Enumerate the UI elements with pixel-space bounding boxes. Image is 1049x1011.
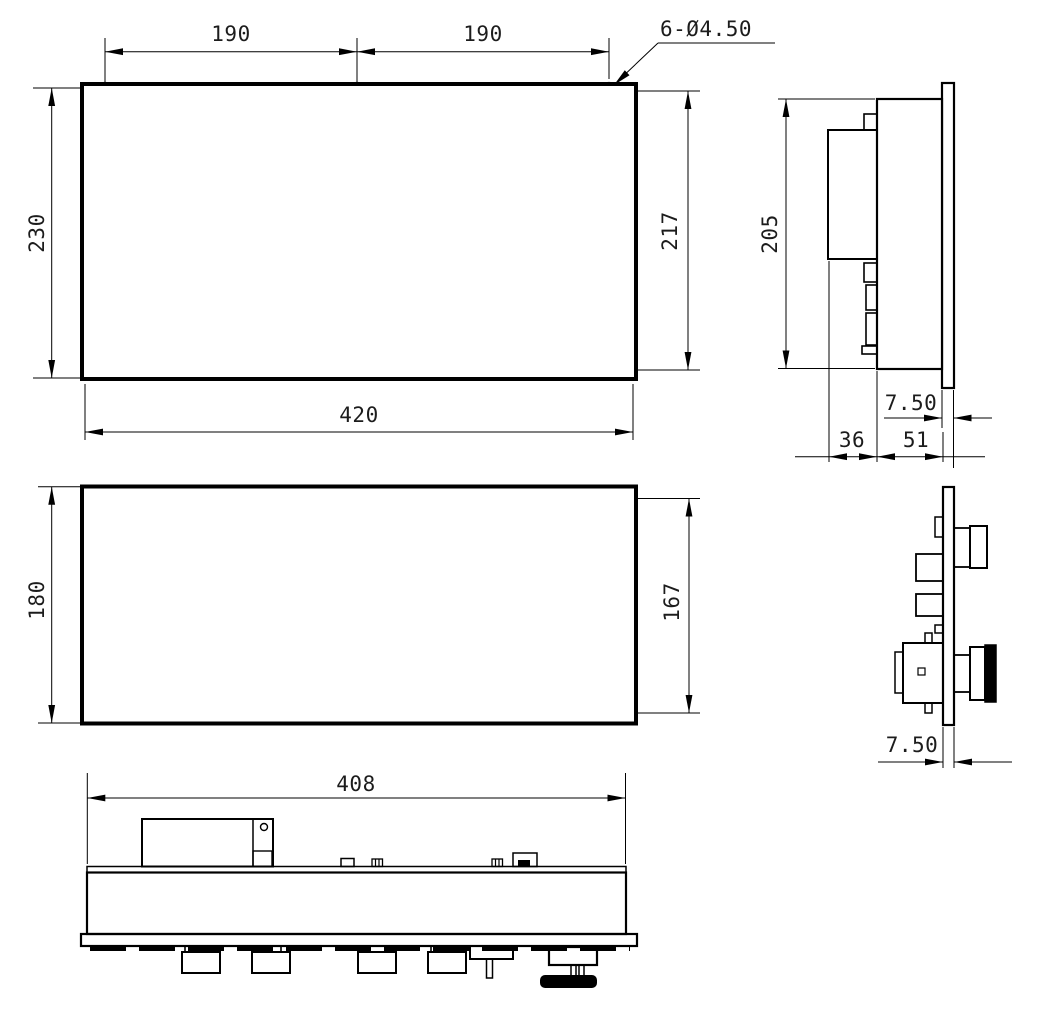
mounting-flange xyxy=(942,83,954,388)
bottom-connector xyxy=(428,952,466,973)
dim-hole-spacing-vertical: 217 xyxy=(658,211,682,251)
estop-side-body xyxy=(970,647,985,700)
front-bezel xyxy=(81,934,637,946)
rear-connector xyxy=(916,554,943,581)
panel-plate xyxy=(943,487,954,725)
operator-side-view xyxy=(878,487,1012,768)
dim-width: 420 xyxy=(339,403,379,427)
panel-outline xyxy=(82,84,636,379)
top-connector-fill xyxy=(518,860,530,866)
chassis-body xyxy=(877,99,942,369)
side-view xyxy=(758,83,992,468)
dim-hole-spacing-left: 190 xyxy=(211,22,251,46)
connector-tab xyxy=(864,114,877,130)
leader-line xyxy=(618,43,658,81)
dim-flange-thickness: 7.50 xyxy=(884,391,938,415)
bottom-connector xyxy=(358,952,396,973)
rear-tab xyxy=(935,517,943,537)
top-connector xyxy=(492,859,503,867)
knob-side-base xyxy=(954,528,970,567)
dim-height: 230 xyxy=(25,213,49,253)
rear-tab xyxy=(925,703,932,713)
rear-connector xyxy=(864,263,877,282)
dim-width: 408 xyxy=(336,772,376,796)
rear-tab xyxy=(935,625,943,633)
dim-depth-front: 51 xyxy=(902,428,930,452)
estop-rear-cap xyxy=(540,975,597,988)
dim-hole-spacing-vertical: 167 xyxy=(660,582,684,622)
body xyxy=(87,873,626,935)
antenna-pin xyxy=(487,959,493,978)
bottom-view xyxy=(81,772,637,988)
rear-connector xyxy=(862,346,877,354)
rear-connector xyxy=(866,285,877,310)
bottom-connector xyxy=(252,952,290,973)
rear-connector-pin xyxy=(918,668,925,675)
operator-panel-view xyxy=(25,487,700,724)
panel-outline xyxy=(82,487,636,724)
rear-connector xyxy=(866,313,877,345)
top-connector xyxy=(341,859,354,867)
bottom-connector xyxy=(182,952,220,973)
top-module-hole xyxy=(261,824,268,831)
top-module-detail xyxy=(253,851,272,867)
dim-hole-spacing-right: 190 xyxy=(463,22,503,46)
dim-height: 205 xyxy=(758,214,782,254)
rear-connector-cap xyxy=(895,652,903,693)
front-view xyxy=(25,17,775,440)
rear-tab xyxy=(925,633,932,643)
dim-height: 180 xyxy=(25,580,49,620)
estop-side-base xyxy=(954,655,970,692)
rear-connector-housing xyxy=(903,643,943,703)
dim-depth-rear: 36 xyxy=(838,428,866,452)
top-connector xyxy=(372,859,383,867)
dim-flange-thickness: 7.50 xyxy=(885,733,939,757)
knob-side-body xyxy=(970,526,987,568)
estop-side-cap xyxy=(985,645,996,702)
rear-connector xyxy=(916,594,943,616)
rear-module xyxy=(828,130,877,259)
hole-note: 6-Ø4.50 xyxy=(660,17,753,41)
